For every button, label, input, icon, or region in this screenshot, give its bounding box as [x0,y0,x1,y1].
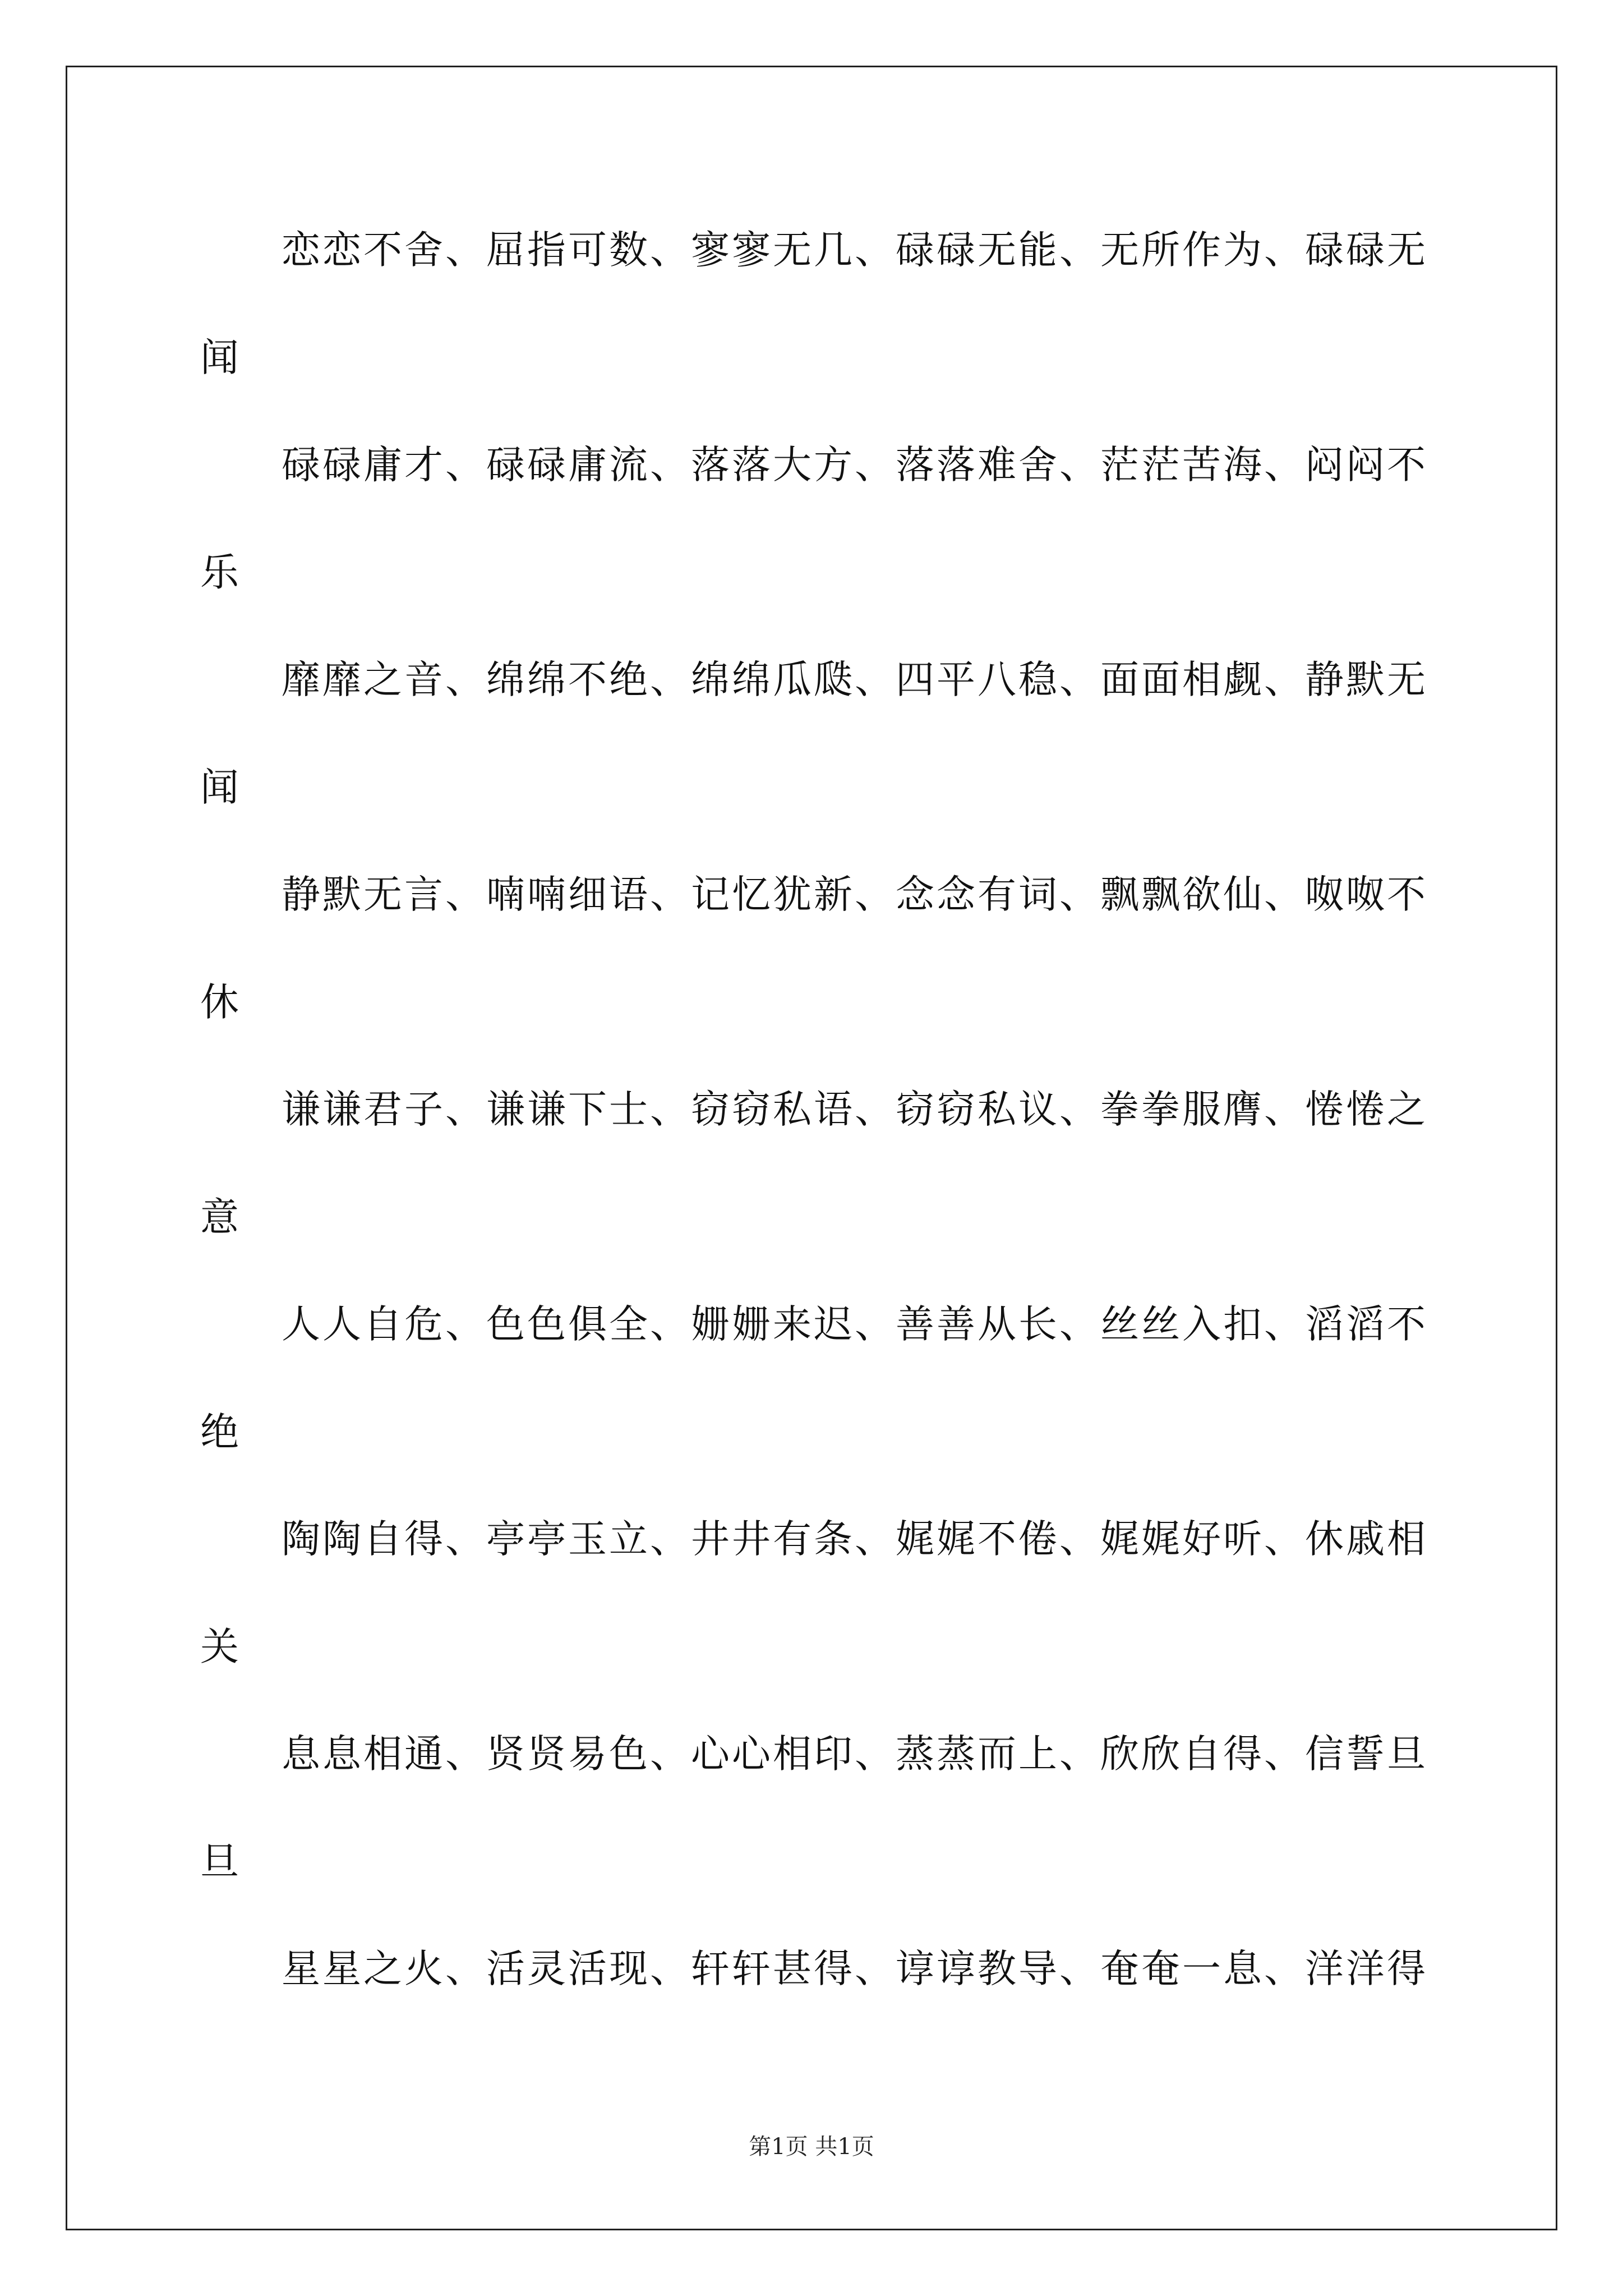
paragraph-8-line-2: 旦 [200,1839,241,1884]
paragraph-8-line-1: 息息相通、贤贤易色、心心相印、蒸蒸而上、欣欣自得、信誓旦 [282,1732,1428,1777]
paragraph-4-line-1: 静默无言、喃喃细语、记忆犹新、念念有词、飘飘欲仙、呶呶不 [282,872,1428,917]
paragraph-9-line-1: 星星之火、活灵活现、轩轩甚得、谆谆教导、奄奄一息、洋洋得 [282,1947,1428,1991]
paragraph-3-line-2: 闻 [200,765,241,810]
paragraph-6-line-2: 绝 [200,1410,241,1455]
paragraph-5-line-1: 谦谦君子、谦谦下士、窃窃私语、窃窃私议、拳拳服膺、惓惓之 [282,1087,1428,1132]
paragraph-1-line-2: 闻 [200,335,241,380]
paragraph-6-line-1: 人人自危、色色俱全、姗姗来迟、善善从长、丝丝入扣、滔滔不 [282,1302,1428,1347]
page-number-footer: 第1页 共1页 [749,2134,874,2160]
paragraph-4-line-2: 休 [200,980,241,1025]
paragraph-2-line-2: 乐 [200,550,241,595]
paragraph-1-line-1: 恋恋不舍、屈指可数、寥寥无几、碌碌无能、无所作为、碌碌无 [282,228,1428,273]
paragraph-7-line-1: 陶陶自得、亭亭玉立、井井有条、娓娓不倦、娓娓好听、休戚相 [282,1517,1428,1562]
paragraph-7-line-2: 关 [200,1625,241,1669]
paragraph-2-line-1: 碌碌庸才、碌碌庸流、落落大方、落落难舍、茫茫苦海、闷闷不 [282,443,1428,487]
paragraph-3-line-1: 靡靡之音、绵绵不绝、绵绵瓜瓞、四平八稳、面面相觑、静默无 [282,657,1428,702]
paragraph-5-line-2: 意 [200,1195,241,1240]
